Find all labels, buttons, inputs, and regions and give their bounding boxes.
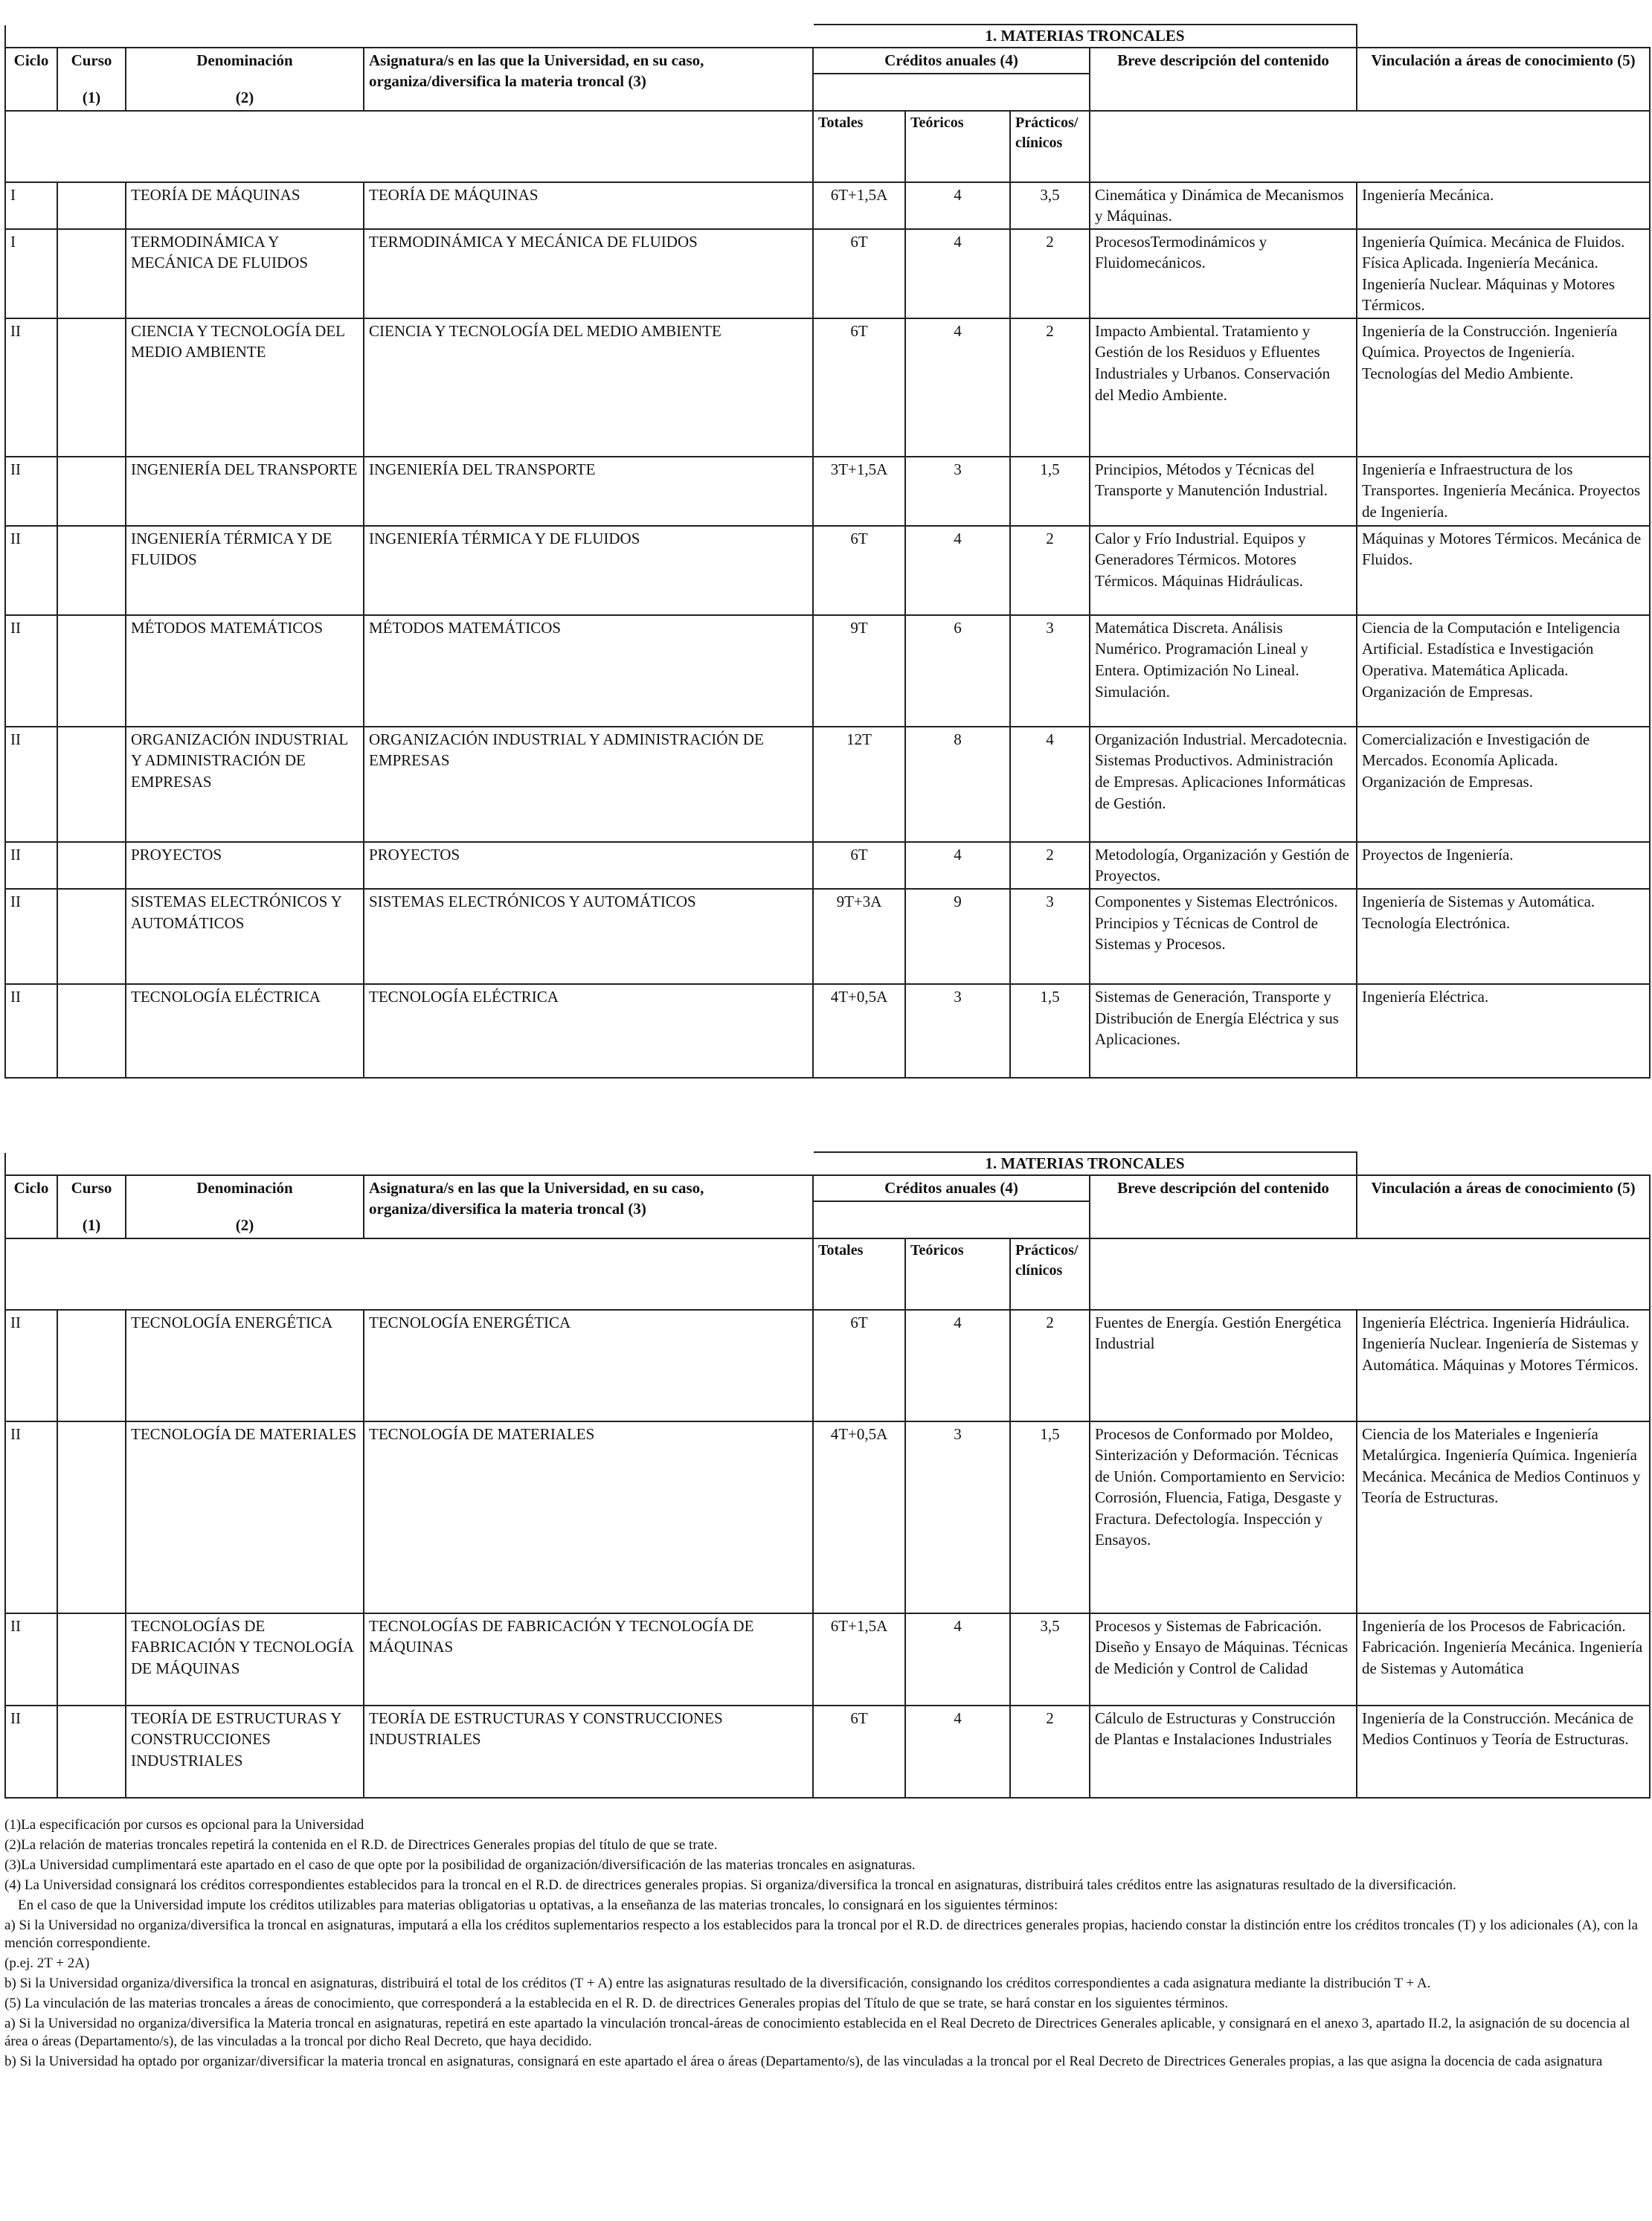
cell-curso (57, 1310, 126, 1421)
cell-denominacion: TECNOLOGÍA DE MATERIALES (126, 1421, 364, 1613)
cell-denominacion: TECNOLOGÍAS DE FABRICACIÓN Y TECNOLOGÍA DE MÁQUINAS (126, 1613, 364, 1706)
cell-asignatura: TEORÍA DE ESTRUCTURAS Y CONSTRUCCIONES INDUSTRIALES (364, 1706, 813, 1798)
cell-denominacion: TEORÍA DE ESTRUCTURAS Y CONSTRUCCIONES INDUSTRIALES (126, 1706, 364, 1798)
cell-practicos: 3 (1010, 889, 1090, 984)
cell-descripcion: Metodología, Organización y Gestión de Proyectos. (1090, 842, 1357, 889)
cell-asignatura: TEORÍA DE MÁQUINAS (364, 182, 813, 229)
subheader-blank-right (1090, 1238, 1650, 1310)
col-creditos: Créditos anuales (4) (813, 1175, 1090, 1201)
cell-practicos: 2 (1010, 1706, 1090, 1798)
table-row (5, 1706, 1650, 1798)
cell-descripcion: Procesos de Conformado por Moldeo, Sinterización y Deformación. Técnicas de Unión. Comportamiento en Servicio: Corrosión, Fluencia, Fatiga, Desgaste y Fractura. Defectología. Inspección y Ensayos. (1090, 1421, 1357, 1613)
cell-areas: Ingeniería e Infraestructura de los Transportes. Ingeniería Mecánica. Proyectos de Ingeniería. (1357, 457, 1650, 526)
footnote: (1)La especificación por cursos es opcional para la Universidad (4, 1817, 364, 1833)
cell-teoricos: 4 (905, 182, 1010, 229)
subheader-blank (5, 111, 813, 182)
table-title: 1. MATERIAS TRONCALES (813, 25, 1357, 48)
cell-asignatura: INGENIERÍA DEL TRANSPORTE (364, 457, 813, 526)
table-row (5, 1421, 1650, 1613)
cell-totales: 6T (813, 842, 905, 889)
cell-totales: 4T+0,5A (813, 1421, 905, 1613)
cell-descripcion: Componentes y Sistemas Electrónicos. Principios y Técnicas de Control de Sistemas y Procesos. (1090, 889, 1357, 984)
footnote: (3)La Universidad cumplimentará este apartado en el caso de que opte por la posibilidad de organización/diversificación de las materias troncales en asignaturas. (4, 1857, 916, 1873)
cell-practicos: 3,5 (1010, 182, 1090, 229)
cell-teoricos: 4 (905, 229, 1010, 318)
cell-asignatura: TECNOLOGÍA ELÉCTRICA (364, 984, 813, 1078)
cell-totales: 6T (813, 526, 905, 615)
cell-descripcion: Cinemática y Dinámica de Mecanismos y Máquinas. (1090, 182, 1357, 229)
cell-curso (57, 1613, 126, 1706)
cell-totales: 3T+1,5A (813, 457, 905, 526)
table-row (5, 182, 1650, 229)
cell-denominacion: TECNOLOGÍA ELÉCTRICA (126, 984, 364, 1078)
footnote: En el caso de que la Universidad impute los créditos utilizables para materias obligatorias u optativas, a la enseñanza de las materias troncales, lo consignará en los siguientes términos: (18, 1897, 1058, 1913)
blank-corner (5, 1152, 813, 1175)
subheader-blank-right (1090, 111, 1650, 182)
cell-ciclo: II (5, 984, 57, 1078)
footnote: b) Si la Universidad ha optado por organizar/diversificar la materia troncal en asignaturas, consignará en este apartado el área o áreas (Departamento/s), de las vinculadas a la troncal por el Real Decreto de Directrices Generales propias, a las que asigna la docencia de cada asignatura (4, 2054, 1603, 2069)
cell-curso (57, 1421, 126, 1613)
cell-practicos: 2 (1010, 318, 1090, 457)
cell-curso (57, 229, 126, 318)
col-vinculacion: Vinculación a áreas de conocimiento (5) (1357, 1175, 1650, 1238)
cell-areas: Ingeniería de los Procesos de Fabricación. Fabricación. Ingeniería Mecánica. Ingeniería de Sistemas y Automática (1357, 1613, 1650, 1706)
cell-descripcion: Procesos y Sistemas de Fabricación. Diseño y Ensayo de Máquinas. Técnicas de Medición y Control de Calidad (1090, 1613, 1357, 1706)
footnote: b) Si la Universidad organiza/diversifica la troncal en asignaturas, distribuirá el total de los créditos (T + A) entre las asignaturas resultado de la diversificación, consignando los créditos correspondientes a cada asignatura mediante la distribución T + A. (4, 1976, 1431, 1991)
col-denominacion: Denominación (2) (126, 1175, 364, 1238)
cell-practicos: 2 (1010, 229, 1090, 318)
cell-totales: 9T (813, 615, 905, 727)
footnote: a) Si la Universidad no organiza/diversifica la troncal en asignaturas, imputará a ella los créditos suplementarios respecto a los establecidos para la troncal por el R.D. de directrices generales propias, haciendo constar la distinción entre los créditos troncales (T) y los adicionales (A), con la mención correspondiente. (4, 1918, 1639, 1951)
blank-corner-right (1357, 1152, 1650, 1175)
col-denominacion: Denominación (2) (126, 48, 364, 111)
cell-areas: Ciencia de los Materiales e Ingeniería Metalúrgica. Ingeniería Química. Ingeniería Mecánica. Mecánica de Medios Continuos y Teoría de Estructuras. (1357, 1421, 1650, 1613)
cell-denominacion: MÉTODOS MATEMÁTICOS (126, 615, 364, 727)
cell-ciclo: I (5, 182, 57, 229)
cell-denominacion: CIENCIA Y TECNOLOGÍA DEL MEDIO AMBIENTE (126, 318, 364, 457)
cell-totales: 6T (813, 229, 905, 318)
cell-ciclo: II (5, 1421, 57, 1613)
cell-areas: Ingeniería Química. Mecánica de Fluidos. Física Aplicada. Ingeniería Mecánica. Ingeniería Nuclear. Máquinas y Motores Térmicos. (1357, 229, 1650, 318)
footnote: (4) La Universidad consignará los créditos correspondientes establecidos para la troncal en el R.D. de directrices generales propias. Si organiza/diversifica la troncal en asignaturas, distribuirá tales créditos entre las asignaturas resultado de la diversificación. (4, 1877, 1456, 1893)
cell-teoricos: 9 (905, 889, 1010, 984)
cell-areas: Proyectos de Ingeniería. (1357, 842, 1650, 889)
cell-asignatura: SISTEMAS ELECTRÓNICOS Y AUTOMÁTICOS (364, 889, 813, 984)
footnote: a) Si la Universidad no organiza/diversifica la Materia troncal en asignaturas, repetirá en este apartado la vinculación troncal-áreas de conocimiento establecida en el Real Decreto de Directrices Generales aplicable, y consignará en el anexo 3, apartado II.2, la asignación de su docencia al área o áreas (Departamento/s), de las vinculadas a la troncal por dicho Real Decreto, que haya decidido. (4, 2016, 1630, 2049)
cell-denominacion: TEORÍA DE MÁQUINAS (126, 182, 364, 229)
cell-practicos: 1,5 (1010, 984, 1090, 1078)
cell-teoricos: 4 (905, 1310, 1010, 1421)
cell-asignatura: TECNOLOGÍAS DE FABRICACIÓN Y TECNOLOGÍA DE MÁQUINAS (364, 1613, 813, 1706)
cell-practicos: 2 (1010, 526, 1090, 615)
subcol-teoricos: Teóricos (905, 111, 1010, 182)
cell-teoricos: 4 (905, 318, 1010, 457)
subcol-practicos: Prácticos/clínicos (1010, 1238, 1090, 1310)
cell-ciclo: I (5, 229, 57, 318)
cell-denominacion: PROYECTOS (126, 842, 364, 889)
cell-curso (57, 318, 126, 457)
col-creditos: Créditos anuales (4) (813, 48, 1090, 74)
table-row (5, 229, 1650, 318)
cell-areas: Comercialización e Investigación de Mercados. Economía Aplicada. Organización de Empresas. (1357, 727, 1650, 842)
cell-descripcion: Impacto Ambiental. Tratamiento y Gestión de los Residuos y Efluentes Industriales y Urbanos. Conservación del Medio Ambiente. (1090, 318, 1357, 457)
cell-teoricos: 3 (905, 1421, 1010, 1613)
cell-curso (57, 984, 126, 1078)
cell-asignatura: TECNOLOGÍA ENERGÉTICA (364, 1310, 813, 1421)
cell-ciclo: II (5, 1310, 57, 1421)
cell-practicos: 4 (1010, 727, 1090, 842)
cell-denominacion: ORGANIZACIÓN INDUSTRIAL Y ADMINISTRACIÓN DE EMPRESAS (126, 727, 364, 842)
table-1-body (5, 182, 1650, 1078)
cell-descripcion: Organización Industrial. Mercadotecnia. Sistemas Productivos. Administración de Empresas. Aplicaciones Informáticas de Gestión. (1090, 727, 1357, 842)
blank-corner-right (1357, 25, 1650, 48)
cell-practicos: 1,5 (1010, 457, 1090, 526)
table-row (5, 984, 1650, 1078)
cell-teoricos: 4 (905, 842, 1010, 889)
cell-ciclo: II (5, 615, 57, 727)
cell-ciclo: II (5, 727, 57, 842)
blank-corner (5, 25, 813, 48)
cell-asignatura: PROYECTOS (364, 842, 813, 889)
table-row (5, 1310, 1650, 1421)
footnote: (p.ej. 2T + 2A) (4, 1955, 90, 1971)
cell-denominacion: INGENIERÍA DEL TRANSPORTE (126, 457, 364, 526)
table-2-body (5, 1310, 1650, 1798)
footnote: (5) La vinculación de las materias troncales a áreas de conocimiento, que corresponderá a la establecida en el R. D. de directrices Generales propias del Título de que se trate, se hará constar en los siguientes términos. (4, 1996, 1229, 2011)
cell-practicos: 2 (1010, 842, 1090, 889)
cell-ciclo: II (5, 526, 57, 615)
cell-curso (57, 615, 126, 727)
cell-practicos: 1,5 (1010, 1421, 1090, 1613)
cell-practicos: 3 (1010, 615, 1090, 727)
col-descripcion: Breve descripción del contenido (1090, 1175, 1357, 1238)
col-curso: Curso (1) (57, 48, 126, 111)
cell-areas: Ingeniería Eléctrica. Ingeniería Hidráulica. Ingeniería Nuclear. Ingeniería de Sistemas y Automática. Máquinas y Motores Térmicos. (1357, 1310, 1650, 1421)
col-vinculacion: Vinculación a áreas de conocimiento (5) (1357, 48, 1650, 111)
cell-ciclo: II (5, 889, 57, 984)
cell-denominacion: TECNOLOGÍA ENERGÉTICA (126, 1310, 364, 1421)
col-curso: Curso (1) (57, 1175, 126, 1238)
cell-totales: 12T (813, 727, 905, 842)
cell-areas: Ingeniería Mecánica. (1357, 182, 1650, 229)
materias-troncales-table-1 (4, 24, 1651, 1079)
cell-ciclo: II (5, 842, 57, 889)
creditos-spacer (813, 74, 1090, 111)
cell-curso (57, 526, 126, 615)
table-title: 1. MATERIAS TRONCALES (813, 1152, 1357, 1175)
cell-teoricos: 8 (905, 727, 1010, 842)
cell-asignatura: MÉTODOS MATEMÁTICOS (364, 615, 813, 727)
col-descripcion: Breve descripción del contenido (1090, 48, 1357, 111)
cell-asignatura: CIENCIA Y TECNOLOGÍA DEL MEDIO AMBIENTE (364, 318, 813, 457)
table-row (5, 615, 1650, 727)
cell-curso (57, 1706, 126, 1798)
cell-practicos: 3,5 (1010, 1613, 1090, 1706)
cell-areas: Ciencia de la Computación e Inteligencia Artificial. Estadística e Investigación Operativa. Matemática Aplicada. Organización de Empresas. (1357, 615, 1650, 727)
cell-curso (57, 889, 126, 984)
cell-descripcion: Sistemas de Generación, Transporte y Distribución de Energía Eléctrica y sus Aplicaciones. (1090, 984, 1357, 1078)
col-ciclo: Ciclo (5, 48, 57, 111)
cell-ciclo: II (5, 457, 57, 526)
table-row (5, 318, 1650, 457)
footnote: (2)La relación de materias troncales repetirá la contenida en el R.D. de Directrices Generales propias del título de que se trate. (4, 1837, 718, 1853)
cell-areas: Máquinas y Motores Térmicos. Mecánica de Fluidos. (1357, 526, 1650, 615)
cell-descripcion: Calor y Frío Industrial. Equipos y Generadores Térmicos. Motores Térmicos. Máquinas Hidráulicas. (1090, 526, 1357, 615)
table-row (5, 457, 1650, 526)
subcol-teoricos: Teóricos (905, 1238, 1010, 1310)
cell-asignatura: INGENIERÍA TÉRMICA Y DE FLUIDOS (364, 526, 813, 615)
cell-denominacion: INGENIERÍA TÉRMICA Y DE FLUIDOS (126, 526, 364, 615)
cell-curso (57, 182, 126, 229)
cell-teoricos: 3 (905, 984, 1010, 1078)
table-row (5, 1613, 1650, 1706)
footnotes (4, 1816, 1645, 2073)
col-asignaturas: Asignatura/s en las que la Universidad, en su caso, organiza/diversifica la materia troncal (3) (364, 1175, 813, 1238)
subcol-totales: Totales (813, 111, 905, 182)
cell-teoricos: 3 (905, 457, 1010, 526)
cell-totales: 6T+1,5A (813, 1613, 905, 1706)
cell-totales: 6T+1,5A (813, 182, 905, 229)
cell-curso (57, 727, 126, 842)
subheader-blank (5, 1238, 813, 1310)
subcol-totales: Totales (813, 1238, 905, 1310)
table-row (5, 889, 1650, 984)
cell-totales: 4T+0,5A (813, 984, 905, 1078)
cell-ciclo: II (5, 318, 57, 457)
cell-asignatura: TERMODINÁMICA Y MECÁNICA DE FLUIDOS (364, 229, 813, 318)
cell-areas: Ingeniería de la Construcción. Mecánica de Medios Continuos y Teoría de Estructuras. (1357, 1706, 1650, 1798)
cell-ciclo: II (5, 1613, 57, 1706)
cell-descripcion: ProcesosTermodinámicos y Fluidomecánicos. (1090, 229, 1357, 318)
cell-teoricos: 6 (905, 615, 1010, 727)
cell-areas: Ingeniería de Sistemas y Automática. Tecnología Electrónica. (1357, 889, 1650, 984)
cell-curso (57, 842, 126, 889)
cell-areas: Ingeniería de la Construcción. Ingeniería Química. Proyectos de Ingeniería. Tecnologías del Medio Ambiente. (1357, 318, 1650, 457)
cell-teoricos: 4 (905, 1613, 1010, 1706)
cell-totales: 6T (813, 1310, 905, 1421)
cell-areas: Ingeniería Eléctrica. (1357, 984, 1650, 1078)
table-row (5, 842, 1650, 889)
cell-asignatura: ORGANIZACIÓN INDUSTRIAL Y ADMINISTRACIÓN DE EMPRESAS (364, 727, 813, 842)
cell-asignatura: TECNOLOGÍA DE MATERIALES (364, 1421, 813, 1613)
subcol-practicos: Prácticos/clínicos (1010, 111, 1090, 182)
cell-descripcion: Principios, Métodos y Técnicas del Transporte y Manutención Industrial. (1090, 457, 1357, 526)
table-row (5, 727, 1650, 842)
cell-descripcion: Matemática Discreta. Análisis Numérico. Programación Lineal y Entera. Optimización No Lineal. Simulación. (1090, 615, 1357, 727)
cell-curso (57, 457, 126, 526)
materias-troncales-table-2 (4, 1151, 1651, 1799)
cell-ciclo: II (5, 1706, 57, 1798)
cell-totales: 6T (813, 1706, 905, 1798)
cell-totales: 6T (813, 318, 905, 457)
table-row (5, 526, 1650, 615)
col-asignaturas: Asignatura/s en las que la Universidad, en su caso, organiza/diversifica la materia troncal (3) (364, 48, 813, 111)
cell-teoricos: 4 (905, 526, 1010, 615)
cell-teoricos: 4 (905, 1706, 1010, 1798)
creditos-spacer (813, 1201, 1090, 1238)
cell-descripcion: Cálculo de Estructuras y Construcción de Plantas e Instalaciones Industriales (1090, 1706, 1357, 1798)
cell-practicos: 2 (1010, 1310, 1090, 1421)
cell-denominacion: TERMODINÁMICA Y MECÁNICA DE FLUIDOS (126, 229, 364, 318)
cell-totales: 9T+3A (813, 889, 905, 984)
cell-descripcion: Fuentes de Energía. Gestión Energética Industrial (1090, 1310, 1357, 1421)
cell-denominacion: SISTEMAS ELECTRÓNICOS Y AUTOMÁTICOS (126, 889, 364, 984)
col-ciclo: Ciclo (5, 1175, 57, 1238)
